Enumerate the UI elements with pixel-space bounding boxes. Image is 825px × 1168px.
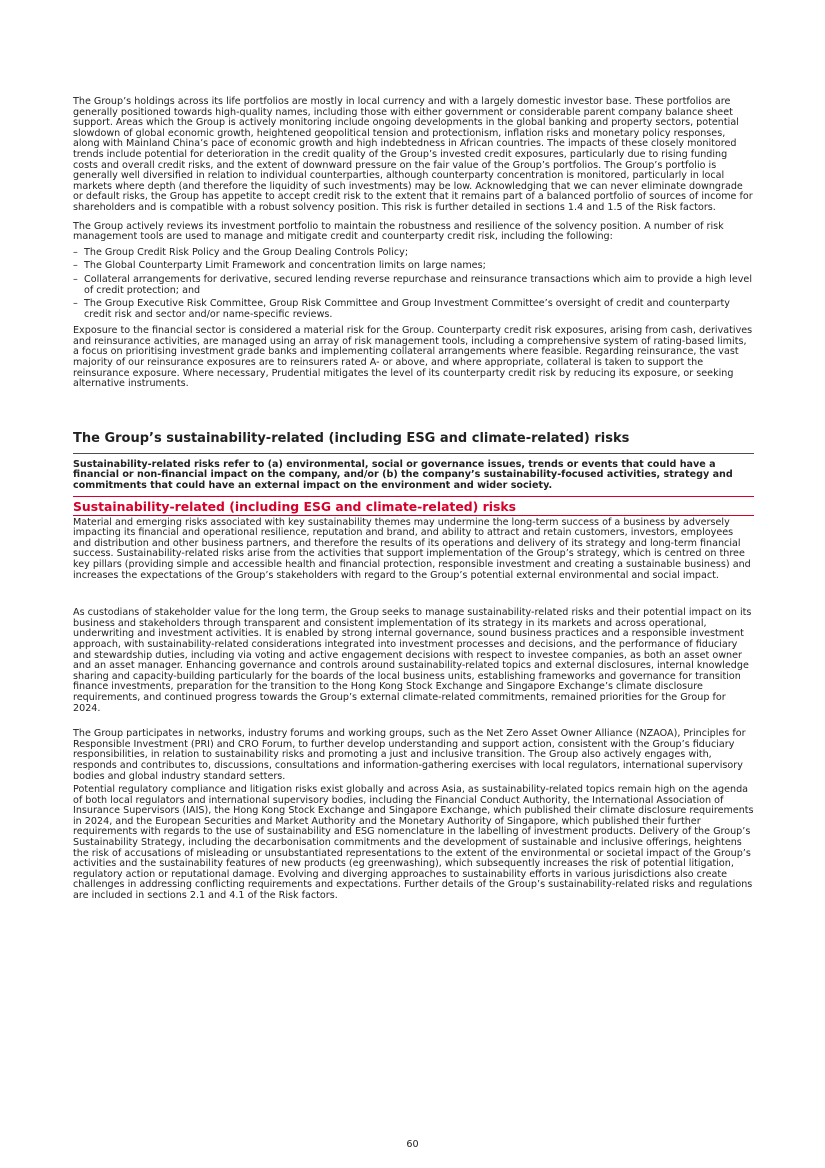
dash-bullet: – (73, 260, 78, 272)
red-divider (73, 496, 754, 497)
section-title: The Group’s sustainability-related (including ESG and climate-related) risks (73, 430, 630, 446)
sustainability-paragraph-1: Material and emerging risks associated with key sustainability themes may undermine the long-term success of a business by adversely impacting its financial and operational resilience, reputation and brand, and ability to attract and retain customers, investors, employees and distribution and other business partners, and therefore the results of its operations and delivery of its strategy and long-term financial success. Sustainability-related risks arise from the activities that support implementation of the Group’s strategy, which is centred on three key pillars (providing simple and accessible health and financial protection, responsible investment and creating a sustainable business) and increases the expectations of the Group’s stakeholders with regard to the Group’s potential external environmental and social impact. (73, 516, 751, 581)
list-item: – Collateral arrangements for derivative, secured lending reverse repurchase and reinsurance transactions which aim to provide a high level of credit protection; and (73, 273, 752, 296)
section-divider (73, 453, 754, 454)
list-item: – The Group Credit Risk Policy and the Group Dealing Controls Policy; (73, 246, 409, 258)
list-item: – The Group Executive Risk Committee, Group Risk Committee and Group Investment Committee’s oversight of credit and counterparty credit risk and sector and/or name-specific reviews. (73, 298, 730, 320)
dash-bullet: – (73, 246, 78, 258)
risk-management-tools-list (73, 248, 754, 321)
sustainability-paragraph-4: Potential regulatory compliance and litigation risks exist globally and across Asia, as sustainability-related topics remain high on the agenda of both local regulators and international supervisory bodies, including the Financial Conduct Authority, the International Association of Insurance Supervisors (IAIS), the Hong Kong Stock Exchange and Singapore Exchange, which published their climate disclosure requirements in 2024, and the European Securities and Market Authority and the Monetary Authority of Singapore, which published their further requirements with regards to the use of sustainability and ESG nomenclature in the labelling of investment products. Delivery of the Group’s Sustainability Strategy, including the decarbonisation commitments and the development of sustainable and inclusive offerings, heightens the risk of accusations of misleading or unsubstantiated representations to the extent of the environmental or societal impact of the Group’s activities and the sustainability features of new products (eg greenwashing), which subsequently increases the risk of potential litigation, regulatory action or reputational damage. Evolving and diverging approaches to sustainability efforts in various jurisdictions also create challenges in addressing conflicting requirements and expectations. Further details of the Group’s sustainability-related risks and regulations are included in sections 2.1 and 4.1 of the Risk factors. (73, 784, 754, 902)
credit-risk-paragraph-3: Exposure to the financial sector is considered a material risk for the Group. Counterparty credit risk exposures, arising from cash, derivatives and reinsurance activities, are managed using an array of risk management tools, including a comprehensive system of rating-based limits, a focus on prioritising investment grade banks and implementing collateral arrangements where feasible. Regarding reinsurance, the vast majority of our reinsurance exposures are to reinsurers rated A- or above, and where appropriate, collateral is taken to support the reinsurance exposure. Where necessary, Prudential mitigates the level of its counterparty credit risk by reducing its exposure, or seeking alternative instruments. (73, 325, 753, 390)
sustainability-paragraph-2: As custodians of stakeholder value for the long term, the Group seeks to manage sustainability-related risks and their potential impact on its business and stakeholders through transparent and consistent implementation of its strategy in its markets and across operational, underwriting and investment activities. It is enabled by strong internal governance, sound business practices and a responsible investment approach, with sustainability-related considerations integrated into investment processes and decisions, and the performance of fiduciary and stewardship duties, including via voting and active engagement decisions with respect to investee companies, as both an asset owner and an asset manager. Enhancing governance and controls around sustainability-related topics and external disclosures, internal knowledge sharing and capacity-building particularly for the boards of the local business units, establishing frameworks and governance for transition finance investments, preparation for the transition to the Hong Kong Stock Exchange and Singapore Exchange’s climate disclosure requirements, and continued progress towards the Group’s external climate-related commitments, remained priorities for the Group for 2024. (73, 607, 752, 714)
definition-text: Sustainability-related risks refer to (a) environmental, social or governance issues, trends or events that could have a financial or non-financial impact on the company, and/or (b) the company’s sustainability-focused activities, strategy and commitments that could have an external impact on the environment and wider society. (73, 458, 733, 492)
credit-risk-paragraph-1: The Group’s holdings across its life portfolios are mostly in local currency and with a largely domestic investor base. These portfolios are generally positioned towards high-quality names, including those with either government or considerable parent company balance sheet support. Areas which the Group is actively monitoring include ongoing developments in the global banking and property sectors, potential slowdown of global economic growth, heightened geopolitical tension and protectionism, inflation risks and monetary policy responses, along with Mainland China’s pace of economic growth and high indebtedness in African countries. The impacts of these closely monitored trends include potential for deterioration in the credit quality of the Group’s invested credit exposures, particularly due to rising funding costs and overall credit risks, and the extent of downward pressure on the fair value of the Group’s portfolios. The Group’s portfolio is generally well diversified in relation to individual counterparties, although counterparty concentration is monitored, particularly in local markets where depth (and therefore the liquidity of such investments) may be low. Acknowledging that we can never eliminate downgrade or default risks, the Group has appetite to accept credit risk to the extent that it remains part of a balanced portfolio of sources of income for shareholders and is compatible with a robust solvency position. This risk is further detailed in sections 1.4 and 1.5 of the Risk factors. (73, 96, 753, 213)
page-number: 60 (406, 1139, 419, 1150)
dash-bullet: – (73, 298, 78, 310)
page-content (73, 97, 754, 902)
dash-bullet: – (73, 273, 78, 285)
list-item: – The Global Counterparty Limit Framework and concentration limits on large names; (73, 260, 486, 272)
credit-risk-paragraph-2: The Group actively reviews its investment portfolio to maintain the robustness and resilience of the solvency position. A number of risk management tools are used to manage and mitigate credit and counterparty credit risk, including the following: (73, 220, 724, 243)
red-divider (73, 515, 754, 516)
sustainability-paragraph-3: The Group participates in networks, industry forums and working groups, such as the Net Zero Asset Owner Alliance (NZAOA), Principles for Responsible Investment (PRI) and CRO Forum, to further develop understanding and support action, consistent with the Group’s fiduciary responsibilities, in relation to sustainability risks and promoting a just and inclusive transition. The Group also actively engages with, responds and contributes to, discussions, consultations and information-gathering exercises with local regulators, international supervisory bodies and global industry standard setters. (73, 728, 746, 782)
risk-title: Sustainability-related (including ESG and climate-related) risks (73, 498, 516, 514)
